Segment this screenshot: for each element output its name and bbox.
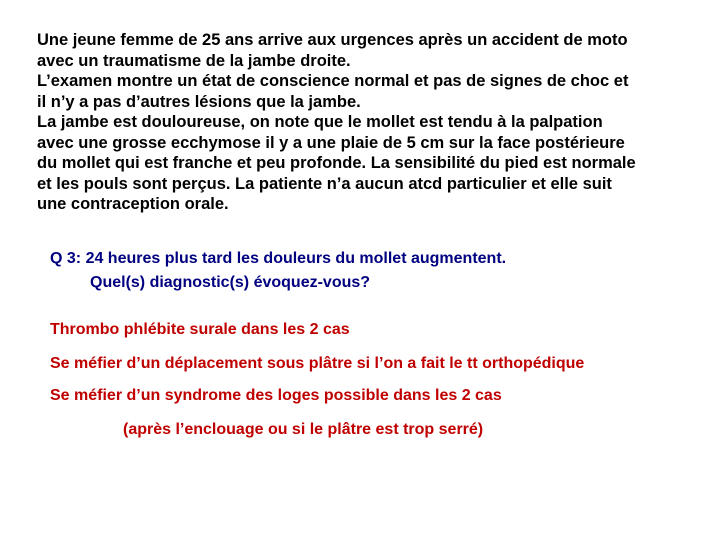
answer-item: Se méfier d’un syndrome des loges possible dans les 2 cas: [50, 387, 502, 404]
case-line: Une jeune femme de 25 ans arrive aux urgences après un accident de moto: [37, 31, 628, 49]
case-line: avec une grosse ecchymose il y a une plaie de 5 cm sur la face postérieure: [37, 133, 625, 152]
case-line: il n’y a pas d’autres lésions que la jambe.: [37, 92, 361, 111]
case-description: [37, 30, 697, 215]
answer-item: Se méfier d’un déplacement sous plâtre si l’on a fait le tt orthopédique: [50, 355, 585, 372]
answer-note: (après l’enclouage ou si le plâtre est trop serré): [123, 421, 484, 438]
question-line: Q 3: 24 heures plus tard les douleurs du mollet augmentent.: [50, 250, 507, 267]
case-line: La jambe est douloureuse, on note que le mollet est tendu à la palpation: [37, 113, 603, 131]
case-line: une contraception orale.: [37, 195, 229, 213]
case-line: L’examen montre un état de conscience normal et pas de signes de choc et: [37, 72, 629, 90]
question-block: [50, 247, 506, 295]
question-line: Quel(s) diagnostic(s) évoquez-vous?: [90, 274, 371, 291]
answer-item: Thrombo phlébite surale dans les 2 cas: [50, 321, 350, 338]
case-line: avec un traumatisme de la jambe droite.: [37, 51, 351, 70]
case-line: et les pouls sont perçus. La patiente n’a aucun atcd particulier et elle suit: [37, 174, 612, 193]
case-line: du mollet qui est franche et peu profonde. La sensibilité du pied est normale: [37, 154, 636, 172]
